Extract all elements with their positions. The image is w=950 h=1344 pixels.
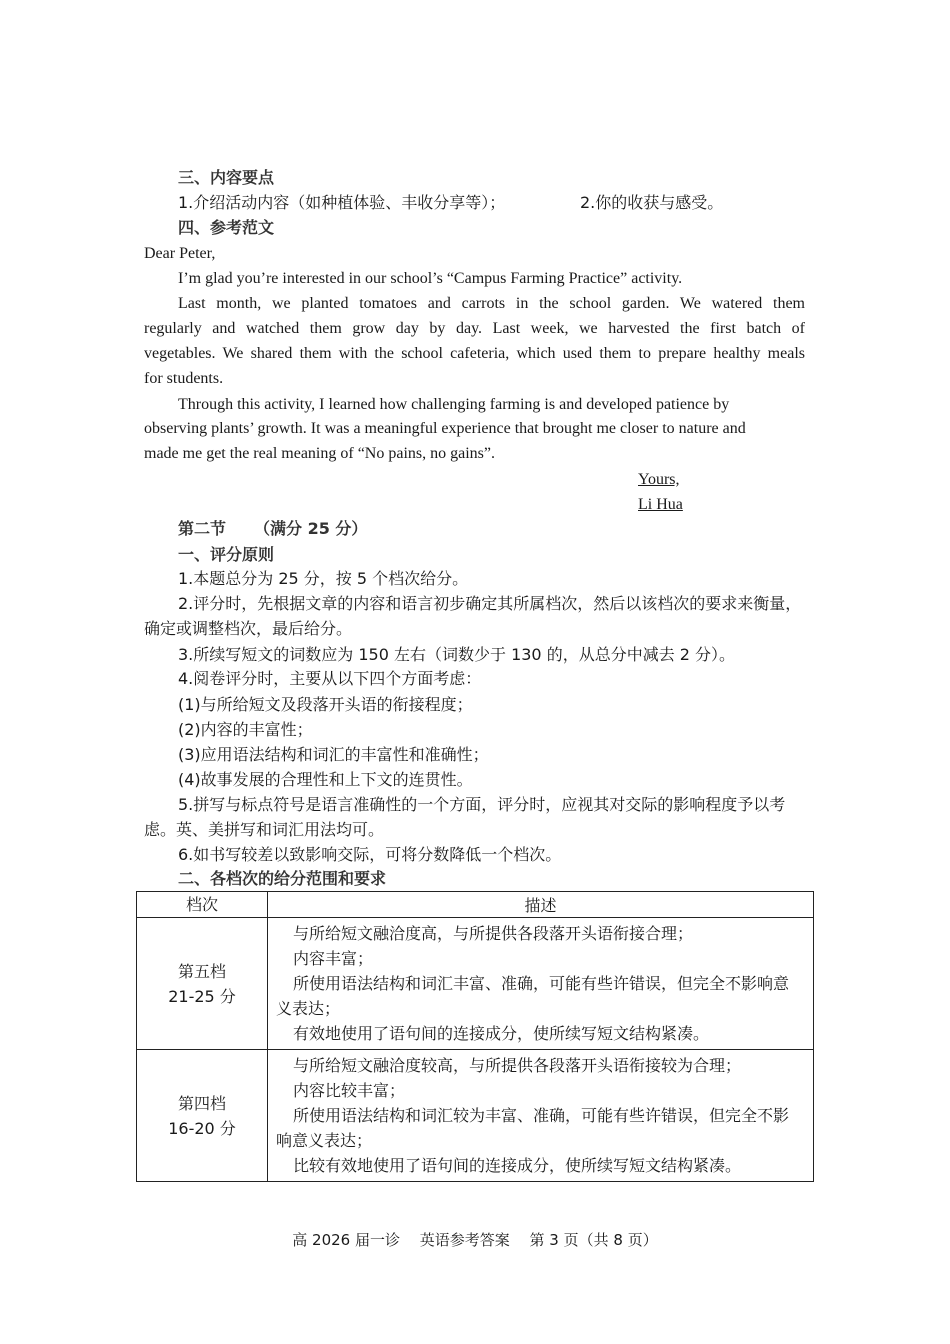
grade-desc-line: 与所给短文融洽度高，与所提供各段落开头语衔接合理； — [293, 924, 694, 943]
grade-desc-line: 所使用语法结构和词汇丰富、准确，可能有些许错误，但完全不影响意 — [293, 974, 790, 993]
content-point-2: 2.你的收获与感受。 — [580, 193, 724, 212]
grade-desc-line: 比较有效地使用了语句间的连接成分，使所续写短文结构紧凑。 — [293, 1156, 742, 1175]
grade-level-cell — [137, 1050, 268, 1182]
grade-level-name: 第四档 — [177, 1093, 226, 1113]
grade-description-cell — [268, 1050, 814, 1182]
grade-desc-line: 与所给短文融洽度较高，与所提供各段落开头语衔接较为合理； — [293, 1056, 742, 1075]
rule-4-4: (4)故事发展的合理性和上下文的连贯性。 — [178, 770, 473, 789]
rule-3: 3.所续写短文的词数应为 150 左右（词数少于 130 的，从总分中减去 2 分）。 — [178, 645, 736, 664]
letter-greeting: Dear Peter, — [144, 245, 216, 262]
letter-p2-line-3: vegetables. We shared them with the school cafeteria, which used them to prepare healthy meals — [144, 345, 805, 362]
grade-desc-line: 义表达； — [276, 999, 341, 1018]
scoring-principles-heading: 一、评分原则 — [178, 545, 275, 564]
sample-essay-heading: 四、参考范文 — [178, 218, 275, 237]
content-points-heading: 三、内容要点 — [178, 168, 275, 187]
grade-level-cell — [137, 918, 268, 1050]
grade-desc-line: 内容丰富； — [293, 949, 374, 968]
grade-desc-line: 有效地使用了语句间的连接成分，使所续写短文结构紧凑。 — [293, 1024, 710, 1043]
letter-paragraph-1: I’m glad you’re interested in our school’s “Campus Farming Practice” activity. — [178, 270, 683, 287]
rule-6: 6.如书写较差以致影响交际，可将分数降低一个档次。 — [178, 845, 562, 864]
table-header-description: 描述 — [268, 892, 814, 918]
letter-p3-line-1: Through this activity, I learned how challenging farming is and developed patience by — [178, 396, 730, 413]
letter-signature: Li Hua — [638, 496, 683, 513]
rule-4-2: (2)内容的丰富性； — [178, 720, 313, 739]
grade-level-range: 16-20 分 — [168, 1118, 236, 1138]
grade-level-name: 第五档 — [177, 961, 226, 981]
grading-table — [136, 891, 814, 1182]
page-footer: 高 2026 届一诊 英语参考答案 第 3 页（共 8 页） — [292, 1231, 658, 1249]
rule-4: 4.阅卷评分时，主要从以下四个方面考虑： — [178, 669, 482, 688]
letter-p2-line-4: for students. — [144, 370, 224, 387]
part2-score: （满分 25 分） — [254, 519, 368, 538]
letter-closing: Yours, — [638, 471, 680, 488]
letter-p3-line-3: made me get the real meaning of “No pains, no gains”. — [144, 445, 495, 462]
rule-2: 2.评分时，先根据文章的内容和语言初步确定其所属档次，然后以该档次的要求来衡量， — [178, 594, 802, 613]
table-header-row — [137, 892, 814, 918]
rule-5-cont: 虑。英、美拼写和词汇用法均可。 — [144, 820, 385, 839]
letter-p3-line-2: observing plants’ growth. It was a meaningful experience that brought me closer to nature and — [144, 420, 746, 437]
rule-4-1: (1)与所给短文及段落开头语的衔接程度； — [178, 695, 473, 714]
grade-ranges-heading: 二、各档次的给分范围和要求 — [178, 869, 387, 888]
grade-desc-line: 所使用语法结构和词汇较为丰富、准确，可能有些许错误，但完全不影 — [293, 1106, 790, 1125]
letter-p2-line-2: regularly and watched them grow day by day. Last week, we harvested the first batch of — [144, 320, 805, 337]
grade-description-cell — [268, 918, 814, 1050]
content-point-1: 1.介绍活动内容（如种植体验、丰收分享等）； — [178, 193, 506, 212]
grade-level-range: 21-25 分 — [168, 986, 236, 1006]
rule-2-cont: 确定或调整档次，最后给分。 — [144, 619, 353, 638]
rule-4-3: (3)应用语法结构和词汇的丰富性和准确性； — [178, 745, 489, 764]
part2-heading: 第二节 — [178, 519, 227, 538]
rule-5: 5.拼写与标点符号是语言准确性的一个方面，评分时，应视其对交际的影响程度予以考 — [178, 795, 786, 814]
grade-desc-line: 内容比较丰富； — [293, 1081, 406, 1100]
rule-1: 1.本题总分为 25 分，按 5 个档次给分。 — [178, 569, 469, 588]
letter-p2-line-1: Last month, we planted tomatoes and carrots in the school garden. We watered them — [178, 295, 805, 312]
table-header-level: 档次 — [137, 892, 268, 918]
table-row — [137, 1050, 814, 1182]
table-row — [137, 918, 814, 1050]
grade-desc-line: 响意义表达； — [276, 1131, 373, 1150]
